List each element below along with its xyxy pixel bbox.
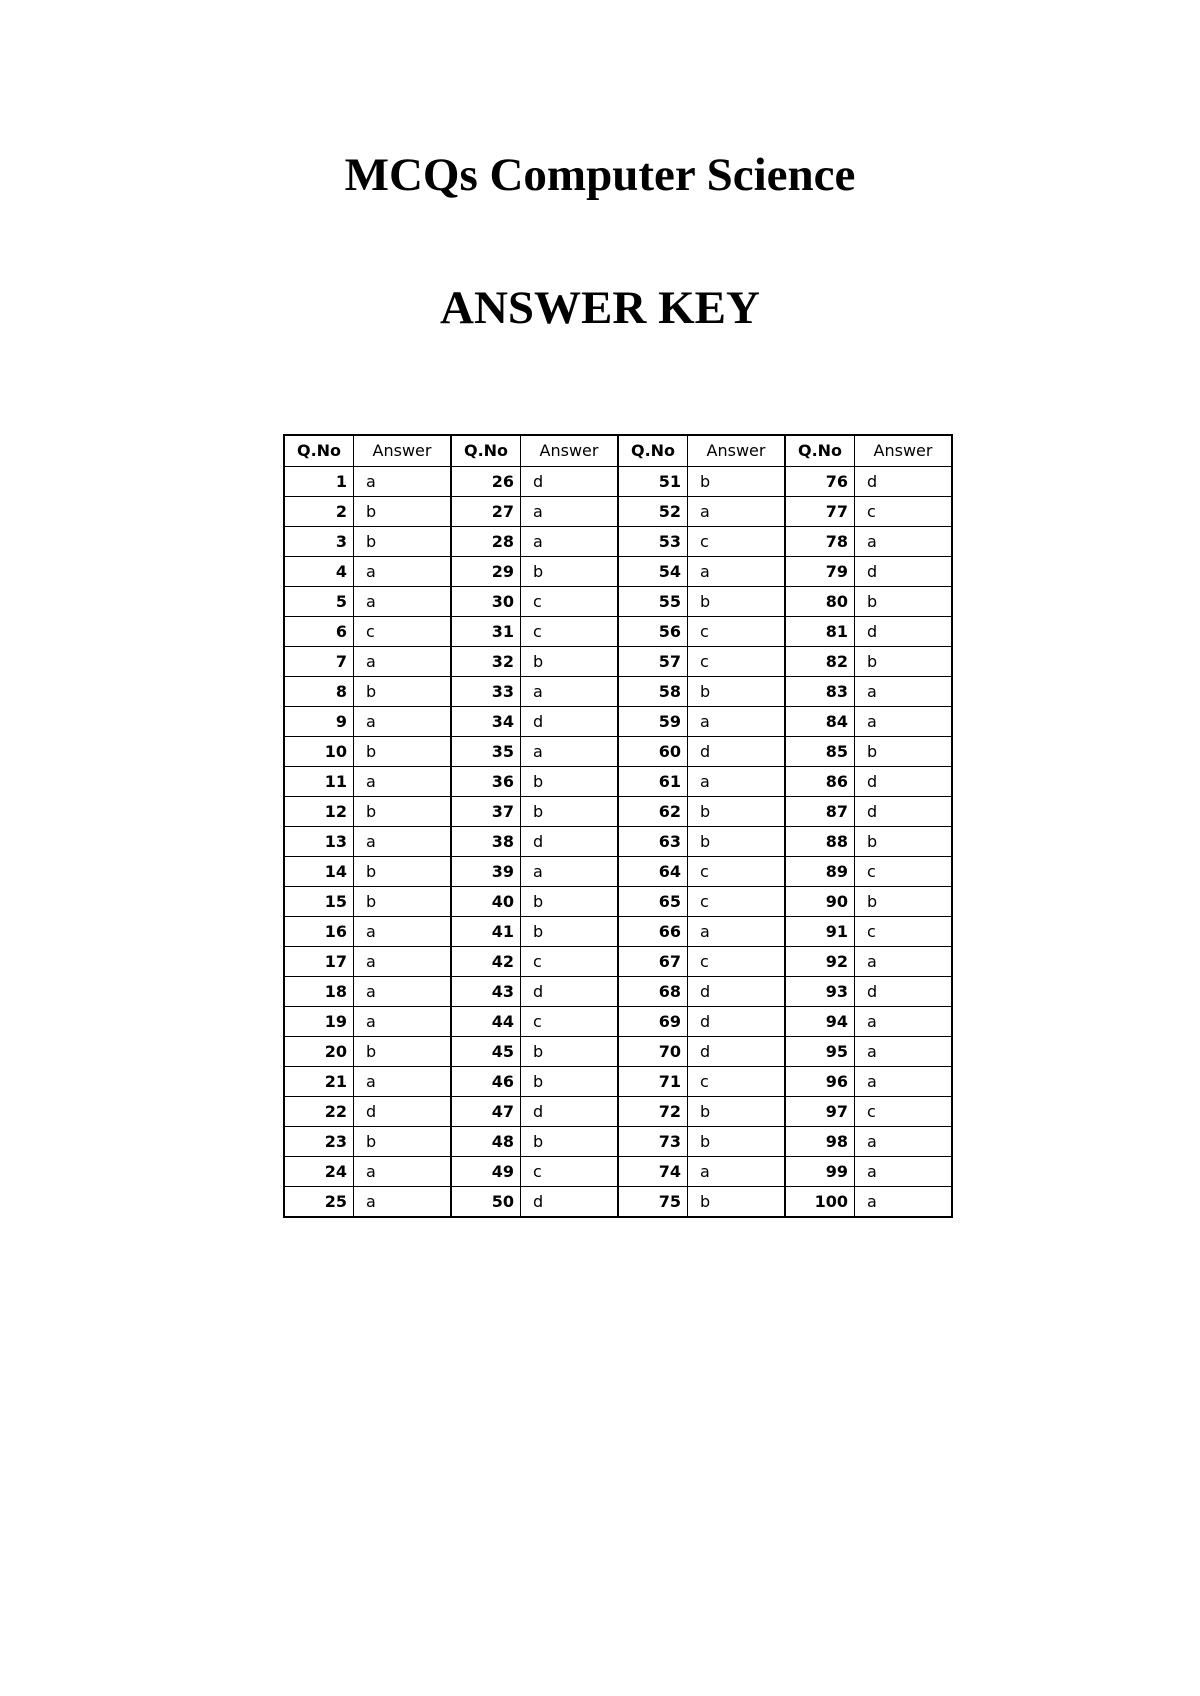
question-number-cell: 96 [785, 1067, 855, 1097]
answer-cell: b [521, 917, 619, 947]
answer-cell: b [688, 467, 786, 497]
answer-cell: b [521, 1037, 619, 1067]
answer-cell: b [688, 1187, 786, 1218]
question-number-cell: 14 [284, 857, 354, 887]
question-number-cell: 46 [451, 1067, 521, 1097]
answer-cell: d [521, 977, 619, 1007]
question-number-cell: 91 [785, 917, 855, 947]
answer-cell: d [855, 767, 953, 797]
header-qno: Q.No [785, 435, 855, 467]
table-row [284, 917, 952, 947]
answer-cell: c [855, 497, 953, 527]
answer-cell: d [688, 1007, 786, 1037]
answer-cell: a [855, 1127, 953, 1157]
table-row [284, 857, 952, 887]
question-number-cell: 34 [451, 707, 521, 737]
question-number-cell: 32 [451, 647, 521, 677]
question-number-cell: 70 [618, 1037, 688, 1067]
question-number-cell: 25 [284, 1187, 354, 1218]
answer-cell: a [688, 557, 786, 587]
answer-cell: b [688, 1127, 786, 1157]
answer-cell: a [354, 977, 452, 1007]
question-number-cell: 8 [284, 677, 354, 707]
table-row [284, 707, 952, 737]
answer-cell: b [521, 797, 619, 827]
question-number-cell: 20 [284, 1037, 354, 1067]
question-number-cell: 51 [618, 467, 688, 497]
answer-cell: a [688, 1157, 786, 1187]
question-number-cell: 2 [284, 497, 354, 527]
question-number-cell: 56 [618, 617, 688, 647]
question-number-cell: 10 [284, 737, 354, 767]
question-number-cell: 60 [618, 737, 688, 767]
answer-cell: b [521, 557, 619, 587]
answer-cell: a [354, 557, 452, 587]
answer-cell: b [521, 647, 619, 677]
question-number-cell: 37 [451, 797, 521, 827]
question-number-cell: 29 [451, 557, 521, 587]
table-row [284, 587, 952, 617]
answer-cell: c [855, 917, 953, 947]
question-number-cell: 6 [284, 617, 354, 647]
table-row [284, 767, 952, 797]
question-number-cell: 19 [284, 1007, 354, 1037]
question-number-cell: 97 [785, 1097, 855, 1127]
answer-cell: c [521, 947, 619, 977]
answer-cell: b [354, 737, 452, 767]
question-number-cell: 79 [785, 557, 855, 587]
answer-cell: c [688, 887, 786, 917]
table-row [284, 1037, 952, 1067]
question-number-cell: 59 [618, 707, 688, 737]
answer-cell: c [688, 1067, 786, 1097]
question-number-cell: 50 [451, 1187, 521, 1218]
answer-cell: d [521, 1187, 619, 1218]
question-number-cell: 49 [451, 1157, 521, 1187]
answer-cell: a [354, 647, 452, 677]
answer-cell: a [855, 677, 953, 707]
answer-cell: b [354, 497, 452, 527]
question-number-cell: 83 [785, 677, 855, 707]
table-row [284, 1127, 952, 1157]
answer-cell: d [521, 827, 619, 857]
answer-cell: a [354, 1187, 452, 1218]
answer-cell: a [688, 917, 786, 947]
table-row [284, 947, 952, 977]
question-number-cell: 87 [785, 797, 855, 827]
question-number-cell: 69 [618, 1007, 688, 1037]
answer-cell: c [688, 617, 786, 647]
question-number-cell: 35 [451, 737, 521, 767]
question-number-cell: 62 [618, 797, 688, 827]
answer-cell: a [855, 527, 953, 557]
question-number-cell: 52 [618, 497, 688, 527]
header-qno: Q.No [451, 435, 521, 467]
answer-cell: d [521, 1097, 619, 1127]
question-number-cell: 100 [785, 1187, 855, 1218]
answer-cell: b [521, 767, 619, 797]
answer-cell: b [688, 797, 786, 827]
answer-key-table [283, 434, 953, 1218]
question-number-cell: 23 [284, 1127, 354, 1157]
answer-cell: b [855, 737, 953, 767]
table-row [284, 677, 952, 707]
answer-cell: a [354, 917, 452, 947]
answer-cell: d [521, 707, 619, 737]
question-number-cell: 74 [618, 1157, 688, 1187]
answer-cell: d [855, 977, 953, 1007]
answer-cell: a [354, 947, 452, 977]
question-number-cell: 36 [451, 767, 521, 797]
question-number-cell: 66 [618, 917, 688, 947]
question-number-cell: 81 [785, 617, 855, 647]
answer-cell: a [354, 467, 452, 497]
question-number-cell: 94 [785, 1007, 855, 1037]
answer-cell: a [855, 1037, 953, 1067]
answer-cell: a [688, 707, 786, 737]
answer-cell: b [855, 647, 953, 677]
answer-cell: d [855, 797, 953, 827]
question-number-cell: 67 [618, 947, 688, 977]
table-row [284, 797, 952, 827]
answer-cell: a [855, 1007, 953, 1037]
question-number-cell: 7 [284, 647, 354, 677]
question-number-cell: 78 [785, 527, 855, 557]
question-number-cell: 9 [284, 707, 354, 737]
answer-cell: c [521, 1157, 619, 1187]
question-number-cell: 27 [451, 497, 521, 527]
answer-cell: a [688, 767, 786, 797]
header-answer: Answer [688, 435, 786, 467]
question-number-cell: 99 [785, 1157, 855, 1187]
question-number-cell: 93 [785, 977, 855, 1007]
question-number-cell: 84 [785, 707, 855, 737]
answer-cell: a [354, 1067, 452, 1097]
answer-cell: b [354, 1127, 452, 1157]
table-row [284, 1097, 952, 1127]
header-qno: Q.No [618, 435, 688, 467]
question-number-cell: 75 [618, 1187, 688, 1218]
answer-cell: b [855, 827, 953, 857]
answer-cell: a [855, 1157, 953, 1187]
answer-cell: a [354, 1007, 452, 1037]
question-number-cell: 53 [618, 527, 688, 557]
question-number-cell: 11 [284, 767, 354, 797]
table-row [284, 737, 952, 767]
header-qno: Q.No [284, 435, 354, 467]
answer-cell: a [354, 1157, 452, 1187]
question-number-cell: 1 [284, 467, 354, 497]
table-row [284, 1157, 952, 1187]
answer-cell: b [354, 527, 452, 557]
answer-cell: c [688, 947, 786, 977]
table-row [284, 497, 952, 527]
question-number-cell: 41 [451, 917, 521, 947]
answer-cell: a [855, 1187, 953, 1218]
answer-cell: a [855, 947, 953, 977]
page-subtitle: ANSWER KEY [440, 282, 760, 334]
answer-cell: a [354, 587, 452, 617]
answer-cell: b [521, 1127, 619, 1157]
question-number-cell: 13 [284, 827, 354, 857]
answer-cell: b [354, 887, 452, 917]
question-number-cell: 77 [785, 497, 855, 527]
answer-cell: c [688, 857, 786, 887]
question-number-cell: 73 [618, 1127, 688, 1157]
answer-cell: d [688, 1037, 786, 1067]
answer-cell: b [354, 1037, 452, 1067]
question-number-cell: 45 [451, 1037, 521, 1067]
table-row [284, 977, 952, 1007]
answer-cell: b [688, 1097, 786, 1127]
question-number-cell: 33 [451, 677, 521, 707]
question-number-cell: 71 [618, 1067, 688, 1097]
question-number-cell: 76 [785, 467, 855, 497]
question-number-cell: 44 [451, 1007, 521, 1037]
answer-cell: a [521, 677, 619, 707]
table-row [284, 1067, 952, 1097]
answer-key-body [284, 467, 952, 1218]
answer-cell: d [354, 1097, 452, 1127]
answer-cell: a [688, 497, 786, 527]
question-number-cell: 95 [785, 1037, 855, 1067]
answer-cell: b [354, 677, 452, 707]
answer-cell: d [855, 617, 953, 647]
question-number-cell: 15 [284, 887, 354, 917]
question-number-cell: 21 [284, 1067, 354, 1097]
answer-cell: a [521, 857, 619, 887]
question-number-cell: 85 [785, 737, 855, 767]
question-number-cell: 17 [284, 947, 354, 977]
answer-cell: c [521, 587, 619, 617]
header-answer: Answer [521, 435, 619, 467]
question-number-cell: 65 [618, 887, 688, 917]
question-number-cell: 63 [618, 827, 688, 857]
question-number-cell: 48 [451, 1127, 521, 1157]
answer-cell: d [855, 467, 953, 497]
question-number-cell: 68 [618, 977, 688, 1007]
question-number-cell: 82 [785, 647, 855, 677]
header-row [284, 435, 952, 467]
question-number-cell: 54 [618, 557, 688, 587]
answer-cell: d [521, 467, 619, 497]
answer-cell: b [521, 887, 619, 917]
answer-cell: d [688, 737, 786, 767]
question-number-cell: 98 [785, 1127, 855, 1157]
question-number-cell: 42 [451, 947, 521, 977]
table-row [284, 467, 952, 497]
question-number-cell: 55 [618, 587, 688, 617]
answer-cell: a [354, 767, 452, 797]
question-number-cell: 31 [451, 617, 521, 647]
answer-cell: c [521, 1007, 619, 1037]
question-number-cell: 28 [451, 527, 521, 557]
answer-cell: d [855, 557, 953, 587]
question-number-cell: 58 [618, 677, 688, 707]
question-number-cell: 89 [785, 857, 855, 887]
answer-cell: b [688, 677, 786, 707]
table-row [284, 557, 952, 587]
question-number-cell: 18 [284, 977, 354, 1007]
answer-cell: d [688, 977, 786, 1007]
question-number-cell: 4 [284, 557, 354, 587]
answer-cell: a [521, 497, 619, 527]
answer-cell: a [354, 707, 452, 737]
question-number-cell: 90 [785, 887, 855, 917]
question-number-cell: 72 [618, 1097, 688, 1127]
question-number-cell: 22 [284, 1097, 354, 1127]
question-number-cell: 38 [451, 827, 521, 857]
header-answer: Answer [855, 435, 953, 467]
answer-cell: c [855, 857, 953, 887]
table-row [284, 617, 952, 647]
table-row [284, 1187, 952, 1218]
question-number-cell: 43 [451, 977, 521, 1007]
table-row [284, 647, 952, 677]
answer-cell: a [855, 707, 953, 737]
table-row [284, 1007, 952, 1037]
question-number-cell: 26 [451, 467, 521, 497]
answer-cell: c [855, 1097, 953, 1127]
question-number-cell: 3 [284, 527, 354, 557]
question-number-cell: 39 [451, 857, 521, 887]
question-number-cell: 92 [785, 947, 855, 977]
table-row [284, 527, 952, 557]
question-number-cell: 16 [284, 917, 354, 947]
question-number-cell: 30 [451, 587, 521, 617]
question-number-cell: 64 [618, 857, 688, 887]
answer-cell: b [688, 587, 786, 617]
question-number-cell: 86 [785, 767, 855, 797]
question-number-cell: 40 [451, 887, 521, 917]
page-title: MCQs Computer Science [344, 149, 856, 201]
answer-cell: a [521, 527, 619, 557]
answer-cell: a [855, 1067, 953, 1097]
answer-cell: a [521, 737, 619, 767]
header-answer: Answer [354, 435, 452, 467]
answer-cell: c [688, 647, 786, 677]
question-number-cell: 57 [618, 647, 688, 677]
answer-cell: b [354, 797, 452, 827]
answer-key-header [284, 435, 952, 467]
table-row [284, 887, 952, 917]
table-row [284, 827, 952, 857]
answer-cell: b [354, 857, 452, 887]
answer-cell: b [688, 827, 786, 857]
question-number-cell: 80 [785, 587, 855, 617]
answer-cell: c [354, 617, 452, 647]
answer-cell: b [855, 887, 953, 917]
answer-cell: b [521, 1067, 619, 1097]
question-number-cell: 47 [451, 1097, 521, 1127]
answer-cell: c [688, 527, 786, 557]
question-number-cell: 5 [284, 587, 354, 617]
answer-cell: b [855, 587, 953, 617]
question-number-cell: 61 [618, 767, 688, 797]
answer-cell: a [354, 827, 452, 857]
question-number-cell: 24 [284, 1157, 354, 1187]
question-number-cell: 88 [785, 827, 855, 857]
answer-cell: c [521, 617, 619, 647]
question-number-cell: 12 [284, 797, 354, 827]
